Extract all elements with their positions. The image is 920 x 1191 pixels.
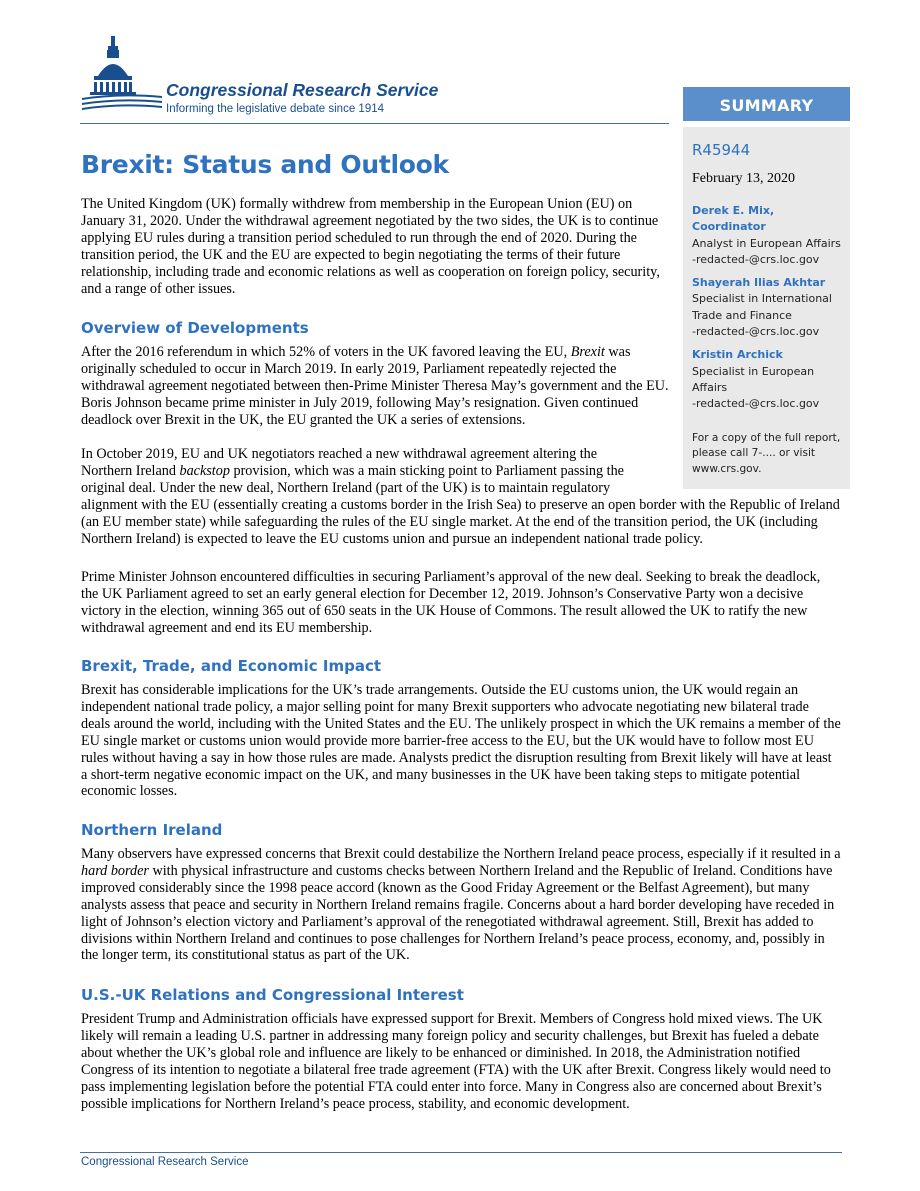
text-run: After the 2016 referendum in which 52% of voters in the UK favored leaving the EU, xyxy=(81,344,571,360)
text-line: original deal. Under the new deal, Northern Ireland (part of the UK) is to maintain regulatory xyxy=(81,479,611,496)
text-line xyxy=(81,463,671,480)
crs-logo xyxy=(80,34,480,124)
overview-paragraph-2 xyxy=(81,446,841,547)
header-divider xyxy=(80,123,669,124)
author-name: Kristin Archick xyxy=(692,348,783,362)
emphasis-text: hard border xyxy=(81,862,149,879)
overview-paragraph-1 xyxy=(81,344,671,429)
text-run: with physical infrastructure and customs checks between Northern Ireland and the Republic of Ireland. Conditions have improved considerably since the 1998 peace accord (known as the Good Friday Agreement or the Belfast Agreement), but many analysts assess that peace and security in Northern Ireland remains fragile. Concerns about a hard border developing have receded in light of Johnson’s election victory and Parliament’s approval of the renegotiated withdrawal agreement. Still, Brexit has added to divisions within Northern Ireland and continues to pose challenges for Northern Ireland’s peace process, economy, and, possibly in the longer term, its constitutional status as part of the UK. xyxy=(81,862,835,964)
author-block xyxy=(692,203,842,268)
author-email: -redacted-@crs.loc.gov xyxy=(692,397,820,411)
author-name: Shayerah Ilias Akhtar xyxy=(692,276,826,290)
author-email: -redacted-@crs.loc.gov xyxy=(692,252,820,266)
emphasis-text: backstop xyxy=(179,462,230,479)
author-title: Analyst in European Affairs xyxy=(692,236,841,250)
author-title: Specialist in European xyxy=(692,364,815,378)
note-line: www.crs.gov. xyxy=(692,462,762,475)
footer-divider xyxy=(80,1152,842,1153)
author-name: Derek E. Mix, Coordinator xyxy=(692,204,775,234)
intro-paragraph: The United Kingdom (UK) formally withdrew from membership in the European Union (EU) on January 31, 2020. Under the withdrawal agreement negotiated by the two sides, the UK is to continue applying EU rules during a transition period scheduled to run through the end of 2020. During the transition period, the UK and the EU are expected to begin negotiating the terms of their future relationship, including trade and economic relations as well as cooperation on foreign policy, security, and a range of other issues. xyxy=(81,196,660,297)
org-name: Congressional Research Service xyxy=(166,80,439,100)
text-continuation: alignment with the EU (essentially creating a customs border in the Irish Sea) to preserve an open border with the Republic of Ireland (an EU member state) while safeguarding the rules of the EU single market. At the end of the transition period, the UK (including Northern Ireland) is expected to leave the EU customs union and pursue an independent national trade policy. xyxy=(81,496,840,547)
text-run: Northern Ireland xyxy=(81,462,180,479)
trade-paragraph: Brexit has considerable implications for the UK’s trade arrangements. Outside the EU customs union, the UK would regain an independent national trade policy, a major selling point for many Brexit supporters who advocate negotiating new bilateral trade deals around the world, including with the United States and the EU. The unlikely prospect in which the UK remains a member of the EU single market or customs union would provide more barrier-free access to the EU, but the UK would have to follow most EU rules without having a say in how those rules are made. Analysts predict the disruption resulting from Brexit likely will have at least a short-term negative economic impact on the UK, and many businesses in the UK have been taking steps to mitigate potential economic losses. xyxy=(81,682,841,800)
org-tagline: Informing the legislative debate since 1914 xyxy=(166,103,385,115)
author-block xyxy=(692,275,842,340)
author-title: Specialist in International xyxy=(692,292,832,306)
text-run: Many observers have expressed concerns that Brexit could destabilize the Northern Ireland peace process, especially if it resulted in a xyxy=(81,846,841,862)
report-date: February 13, 2020 xyxy=(692,171,796,186)
summary-sidebar xyxy=(683,127,850,489)
author-title: Trade and Finance xyxy=(692,308,792,322)
note-line: please call 7-.... or visit xyxy=(692,447,816,460)
report-id: R45944 xyxy=(692,141,751,159)
overview-paragraph-3: Prime Minister Johnson encountered difficulties in securing Parliament’s approval of the new deal. Seeking to break the deadlock, the UK Parliament agreed to set an early general election for December 12, 2019. Johnson’s Conservative Party won a decisive victory in the election, winning 365 out of 650 seats in the UK House of Commons. The result allowed the UK to ratify the new withdrawal agreement and end its EU membership. xyxy=(81,569,821,636)
section-heading-overview: Overview of Developments xyxy=(81,319,309,337)
author-block xyxy=(692,347,842,412)
text-run: provision, which was a main sticking point to Parliament passing the xyxy=(229,462,624,479)
text-line: In October 2019, EU and UK negotiators reached a new withdrawal agreement altering the xyxy=(81,446,598,462)
text-run: was originally scheduled to occur in March 2019. In early 2019, Parliament repeatedly rejected the withdrawal agreement negotiated between then-Prime Minister Theresa May’s government and the EU. Boris Johnson became prime minister in July 2019, following May’s resignation. Given continued deadlock over Brexit in the UK, the EU granted the UK a series of extensions. xyxy=(81,344,669,428)
section-heading-us-uk: U.S.-UK Relations and Congressional Interest xyxy=(81,986,464,1004)
section-heading-trade: Brexit, Trade, and Economic Impact xyxy=(81,657,382,675)
section-heading-northern-ireland: Northern Ireland xyxy=(81,821,223,839)
page-title: Brexit: Status and Outlook xyxy=(81,150,449,179)
author-title: Affairs xyxy=(692,380,728,394)
us-uk-paragraph: President Trump and Administration officials have expressed support for Brexit. Members of Congress hold mixed views. The UK likely will remain a leading U.S. partner in addressing many foreign policy and security challenges, but Brexit has fueled a debate about whether the UK’s global role and influence are likely to be enhanced or diminished. In 2018, the Administration notified Congress of its intention to negotiate a bilateral free trade agreement (FTA) with the UK after Brexit. Congress likely would need to pass implementing legislation before the potential FTA could enter into force. Many in Congress also are concerned about Brexit’s possible implications for Northern Ireland’s peace process, stability, and economic development. xyxy=(81,1011,831,1112)
author-email: -redacted-@crs.loc.gov xyxy=(692,325,820,339)
capitol-dome-icon xyxy=(80,34,164,124)
summary-heading: SUMMARY xyxy=(683,87,850,121)
emphasis-text: Brexit xyxy=(570,344,605,360)
note-line: For a copy of the full report, xyxy=(692,431,841,444)
footer-org-name: Congressional Research Service xyxy=(81,1156,249,1168)
northern-ireland-paragraph xyxy=(81,846,841,964)
